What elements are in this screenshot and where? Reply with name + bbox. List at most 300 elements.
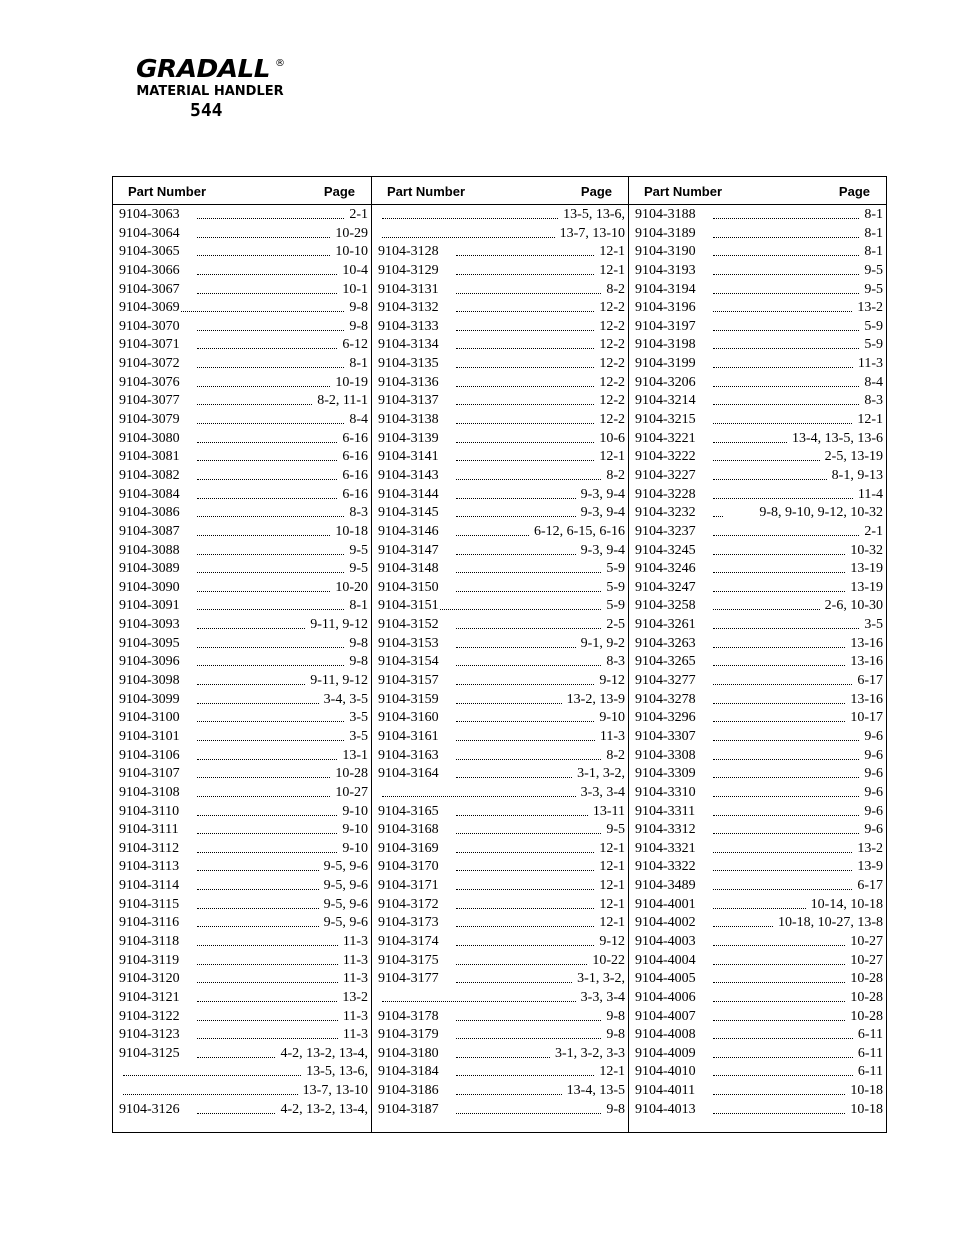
- dot-leader: [456, 721, 594, 722]
- dot-leader: [197, 442, 337, 443]
- index-row: [372, 597, 628, 616]
- page-reference: 8-1: [348, 597, 368, 616]
- page-reference: 9-8: [605, 1008, 625, 1027]
- page-reference: 9-10: [341, 840, 368, 859]
- part-number: 9104-3063: [119, 207, 180, 222]
- index-column-2: [371, 177, 628, 1132]
- dot-leader: [456, 870, 594, 871]
- part-number: 9104-3107: [119, 766, 180, 782]
- page-reference: 12-1: [598, 896, 625, 915]
- page-reference: 9-5: [605, 821, 625, 840]
- dot-leader: [197, 796, 330, 797]
- dot-leader: [197, 1038, 338, 1039]
- part-number: 9104-3136: [378, 374, 439, 390]
- dot-leader: [456, 926, 594, 927]
- registered-mark: ®: [275, 58, 285, 69]
- page-reference: 10-10: [334, 243, 368, 262]
- index-row: [629, 1063, 886, 1082]
- part-number: 9104-3263: [635, 635, 696, 651]
- dot-leader: [197, 647, 344, 648]
- page-reference: 10-19: [334, 374, 368, 393]
- index-rows: [372, 205, 628, 1119]
- part-number: 9104-3168: [378, 822, 439, 838]
- index-row: [372, 672, 628, 691]
- part-number: 9104-3175: [378, 952, 439, 968]
- dot-leader: [197, 1113, 275, 1114]
- page-reference: 10-18: [849, 1082, 883, 1101]
- page-reference: 9-5: [863, 262, 883, 281]
- page-reference: 9-5, 9-6: [323, 858, 368, 877]
- dot-leader: [713, 386, 859, 387]
- page-reference: 6-17: [856, 877, 883, 896]
- dot-leader: [382, 237, 555, 238]
- dot-leader: [456, 945, 594, 946]
- part-number: 9104-3101: [119, 728, 180, 744]
- index-row: [113, 579, 371, 598]
- index-row: [372, 1045, 628, 1064]
- dot-leader: [713, 404, 859, 405]
- index-row: [372, 653, 628, 672]
- part-number: 9104-3099: [119, 691, 180, 707]
- page-reference: 10-14, 10-18: [810, 896, 883, 915]
- page-reference: 12-1: [598, 243, 625, 262]
- index-row: [372, 840, 628, 859]
- page-reference: 10-20: [334, 579, 368, 598]
- index-row: [372, 933, 628, 952]
- dot-leader: [713, 889, 852, 890]
- page-reference: 12-2: [598, 299, 625, 318]
- index-row: [113, 486, 371, 505]
- dot-leader: [197, 218, 344, 219]
- page-reference: 6-16: [341, 467, 368, 486]
- index-row: [629, 858, 886, 877]
- dot-leader: [456, 833, 601, 834]
- dot-leader: [456, 1057, 550, 1058]
- index-row: [372, 355, 628, 374]
- part-number: 9104-3077: [119, 393, 180, 409]
- index-row: [629, 1008, 886, 1027]
- dot-leader: [197, 1001, 337, 1002]
- index-row: [372, 262, 628, 281]
- part-number: 9104-3119: [119, 952, 180, 968]
- index-rows: [629, 205, 886, 1119]
- index-row: [372, 728, 628, 747]
- page-header: Page: [838, 184, 870, 199]
- part-number: 9104-3159: [378, 691, 439, 707]
- index-row: [629, 1082, 886, 1101]
- page-reference: 9-6: [863, 803, 883, 822]
- page-reference: 13-9: [856, 858, 883, 877]
- dot-leader: [713, 218, 859, 219]
- index-row: [629, 896, 886, 915]
- dot-leader: [713, 759, 859, 760]
- page-reference: 2-1: [863, 523, 883, 542]
- part-number-header: Part Number: [128, 184, 207, 199]
- page-reference: 9-12: [598, 933, 625, 952]
- page-reference: 12-2: [598, 411, 625, 430]
- page-reference: 6-16: [341, 430, 368, 449]
- part-number: 9104-3261: [635, 617, 696, 633]
- index-row: [113, 1082, 371, 1101]
- part-number: 9104-4001: [635, 896, 696, 912]
- dot-leader: [456, 815, 588, 816]
- index-row: [113, 355, 371, 374]
- dot-leader: [456, 591, 601, 592]
- dot-leader: [197, 665, 344, 666]
- dot-leader: [197, 721, 344, 722]
- part-number: 9104-3143: [378, 467, 439, 483]
- index-row: [113, 243, 371, 262]
- part-number: 9104-3177: [378, 971, 439, 987]
- dot-leader: [197, 628, 305, 629]
- dot-leader: [456, 647, 576, 648]
- part-number: 9104-3194: [635, 281, 696, 297]
- dot-leader: [197, 274, 337, 275]
- part-number: 9104-3214: [635, 393, 696, 409]
- part-number: 9104-3186: [378, 1083, 439, 1099]
- part-number-header: Part Number: [387, 184, 466, 199]
- part-number: 9104-3141: [378, 449, 439, 465]
- part-number: 9104-3072: [119, 356, 180, 372]
- index-row: [629, 933, 886, 952]
- index-row: [629, 914, 886, 933]
- column-header: [113, 177, 371, 205]
- index-row: [113, 467, 371, 486]
- index-row: [113, 1008, 371, 1027]
- page-reference: 11-3: [342, 952, 368, 971]
- index-row: [629, 281, 886, 300]
- part-number: 9104-3215: [635, 412, 696, 428]
- page-reference: 10-18, 10-27, 13-8: [777, 914, 883, 933]
- dot-leader: [713, 1001, 845, 1002]
- dot-leader: [197, 740, 344, 741]
- dot-leader: [456, 1075, 594, 1076]
- index-row: [629, 616, 886, 635]
- index-row: [372, 542, 628, 561]
- index-row: [629, 336, 886, 355]
- dot-leader: [713, 964, 845, 965]
- index-row: [629, 877, 886, 896]
- dot-leader: [197, 833, 337, 834]
- index-row: [372, 1101, 628, 1120]
- index-row: [629, 430, 886, 449]
- part-number: 9104-4008: [635, 1027, 696, 1043]
- page-reference: 5-9: [863, 336, 883, 355]
- page-reference: 10-28: [849, 970, 883, 989]
- dot-leader: [456, 908, 594, 909]
- dot-leader: [456, 703, 562, 704]
- index-row: [372, 392, 628, 411]
- index-row: [113, 803, 371, 822]
- index-row: [372, 504, 628, 523]
- dot-leader: [713, 1113, 845, 1114]
- part-number: 9104-3307: [635, 728, 696, 744]
- dot-leader: [197, 554, 344, 555]
- index-row: [629, 989, 886, 1008]
- dot-leader: [456, 479, 601, 480]
- page-reference: 9-3, 9-4: [580, 486, 625, 505]
- dot-leader: [713, 609, 820, 610]
- dot-leader: [456, 386, 594, 387]
- page-reference: 11-3: [342, 1026, 368, 1045]
- page-reference: 13-19: [849, 560, 883, 579]
- index-row: [629, 262, 886, 281]
- page-reference: 8-3: [605, 653, 625, 672]
- page-reference: 9-8: [348, 318, 368, 337]
- index-row: [113, 504, 371, 523]
- dot-leader: [713, 665, 845, 666]
- page-reference: 11-3: [599, 728, 625, 747]
- parts-index-table: [112, 176, 887, 1133]
- page-reference: 6-11: [857, 1026, 883, 1045]
- part-number: 9104-3198: [635, 337, 696, 353]
- index-row: [113, 392, 371, 411]
- page-reference: 5-9: [605, 597, 625, 616]
- part-number: 9104-3115: [119, 896, 180, 912]
- page-reference: 2-6, 10-30: [824, 597, 883, 616]
- part-number: 9104-3222: [635, 449, 696, 465]
- part-number: 9104-3180: [378, 1045, 439, 1061]
- dot-leader: [197, 572, 344, 573]
- part-number: 9104-4007: [635, 1008, 696, 1024]
- dot-leader: [456, 572, 601, 573]
- index-row: [113, 299, 371, 318]
- index-row: [629, 784, 886, 803]
- dot-leader: [456, 740, 595, 741]
- dot-leader: [197, 404, 312, 405]
- dot-leader: [197, 870, 319, 871]
- part-number: 9104-3170: [378, 859, 439, 875]
- page-reference: 11-3: [342, 1008, 368, 1027]
- part-number: 9104-3100: [119, 710, 180, 726]
- index-row: [113, 616, 371, 635]
- dot-leader: [382, 218, 558, 219]
- dot-leader: [197, 852, 337, 853]
- part-number: 9104-3312: [635, 822, 696, 838]
- index-row: [113, 1063, 371, 1082]
- index-row: [629, 374, 886, 393]
- index-row: [372, 952, 628, 971]
- part-number: 9104-4005: [635, 971, 696, 987]
- part-number: 9104-3114: [119, 878, 180, 894]
- dot-leader: [456, 759, 601, 760]
- dot-leader: [456, 852, 594, 853]
- index-row: [629, 299, 886, 318]
- dot-leader: [456, 1094, 562, 1095]
- dot-leader: [456, 311, 594, 312]
- dot-leader: [456, 554, 576, 555]
- part-number: 9104-3277: [635, 673, 696, 689]
- index-row: [113, 411, 371, 430]
- part-number: 9104-3080: [119, 430, 180, 446]
- part-number: 9104-3189: [635, 225, 696, 241]
- model-number: 544: [190, 100, 223, 121]
- dot-leader: [456, 516, 576, 517]
- index-row: [629, 728, 886, 747]
- dot-leader: [197, 926, 319, 927]
- index-row: [113, 858, 371, 877]
- part-number: 9104-3228: [635, 486, 696, 502]
- index-row: [113, 970, 371, 989]
- dot-leader: [713, 684, 852, 685]
- dot-leader: [197, 460, 337, 461]
- page-reference: 12-1: [598, 262, 625, 281]
- part-number: 9104-3173: [378, 915, 439, 931]
- dot-leader: [197, 367, 344, 368]
- index-row: [113, 318, 371, 337]
- index-row: [629, 970, 886, 989]
- page-reference: 9-10: [598, 709, 625, 728]
- page-reference: 8-1: [863, 206, 883, 225]
- page-reference: 11-4: [857, 486, 883, 505]
- dot-leader: [713, 348, 859, 349]
- index-row: [372, 765, 628, 784]
- page-reference: 3-1, 3-2,: [576, 765, 625, 784]
- part-number: 9104-3106: [119, 747, 180, 763]
- dot-leader: [123, 1075, 301, 1076]
- page-reference: 10-18: [849, 1101, 883, 1120]
- page-reference: 11-3: [342, 970, 368, 989]
- part-number: 9104-3237: [635, 523, 696, 539]
- page-reference: 6-16: [341, 448, 368, 467]
- dot-leader: [456, 442, 594, 443]
- page-reference: 10-4: [341, 262, 368, 281]
- page-reference: 10-22: [591, 952, 625, 971]
- page-reference: 8-3: [863, 392, 883, 411]
- page-reference: 9-6: [863, 821, 883, 840]
- dot-leader: [456, 255, 594, 256]
- dot-leader: [382, 1001, 576, 1002]
- part-number: 9104-3165: [378, 803, 439, 819]
- dot-leader: [197, 348, 337, 349]
- page-reference: 12-2: [598, 318, 625, 337]
- index-row: [629, 821, 886, 840]
- column-header: [372, 177, 628, 205]
- page-header: Page: [580, 184, 612, 199]
- index-row: [629, 653, 886, 672]
- dot-leader: [197, 684, 305, 685]
- page-reference: 8-1: [863, 243, 883, 262]
- page-reference: 9-6: [863, 784, 883, 803]
- part-number: 9104-3184: [378, 1064, 439, 1080]
- page-header: Page: [323, 184, 355, 199]
- page-reference: 12-1: [856, 411, 883, 430]
- page-reference: 8-1: [348, 355, 368, 374]
- dot-leader: [713, 703, 845, 704]
- dot-leader: [713, 293, 859, 294]
- index-row: [372, 523, 628, 542]
- dot-leader: [456, 889, 594, 890]
- part-number: 9104-3133: [378, 318, 439, 334]
- index-row: [113, 1045, 371, 1064]
- page-reference: 9-3, 9-4: [580, 542, 625, 561]
- dot-leader: [713, 945, 845, 946]
- part-number: 9104-3188: [635, 207, 696, 222]
- page-reference: 5-9: [605, 560, 625, 579]
- dot-leader: [713, 870, 852, 871]
- dot-leader: [713, 1075, 853, 1076]
- dot-leader: [197, 386, 330, 387]
- page-reference: 5-9: [605, 579, 625, 598]
- part-number: 9104-3196: [635, 300, 696, 316]
- dot-leader: [713, 833, 859, 834]
- part-number: 9104-3086: [119, 505, 180, 521]
- dot-leader: [456, 665, 601, 666]
- part-number: 9104-3163: [378, 747, 439, 763]
- dot-leader: [456, 1020, 601, 1021]
- index-row: [629, 560, 886, 579]
- index-row: [372, 970, 628, 989]
- page-reference: 9-6: [863, 728, 883, 747]
- part-number: 9104-3084: [119, 486, 180, 502]
- part-number: 9104-3120: [119, 971, 180, 987]
- index-row: [113, 374, 371, 393]
- index-row: [372, 896, 628, 915]
- index-row: [113, 672, 371, 691]
- part-number: 9104-3171: [378, 878, 439, 894]
- index-row: [372, 243, 628, 262]
- dot-leader: [456, 535, 529, 536]
- part-number: 9104-4002: [635, 915, 696, 931]
- index-row: [372, 299, 628, 318]
- page-reference: 5-9: [863, 318, 883, 337]
- part-number: 9104-3179: [378, 1027, 439, 1043]
- dot-leader: [123, 1094, 298, 1095]
- dot-leader: [197, 516, 344, 517]
- dot-leader: [456, 982, 572, 983]
- dot-leader: [713, 852, 852, 853]
- index-column-1: [113, 177, 371, 1132]
- index-row: [372, 448, 628, 467]
- part-number: 9104-3197: [635, 318, 696, 334]
- page-reference: 4-2, 13-2, 13-4,: [280, 1101, 369, 1120]
- page-reference: 9-8: [605, 1101, 625, 1120]
- dot-leader: [440, 609, 601, 610]
- part-number: 9104-4004: [635, 952, 696, 968]
- index-row: [372, 374, 628, 393]
- page-reference: 11-3: [857, 355, 883, 374]
- part-number: 9104-4003: [635, 933, 696, 949]
- dot-leader: [713, 796, 859, 797]
- dot-leader: [197, 759, 337, 760]
- index-row: [629, 243, 886, 262]
- index-row: [113, 542, 371, 561]
- dot-leader: [456, 293, 601, 294]
- part-number: 9104-3108: [119, 784, 180, 800]
- dot-leader: [713, 982, 845, 983]
- part-number: 9104-3309: [635, 766, 696, 782]
- page-reference: 3-1, 3-2,: [576, 970, 625, 989]
- part-number: 9104-3113: [119, 859, 180, 875]
- dot-leader: [713, 1094, 845, 1095]
- page-reference: 6-12: [341, 336, 368, 355]
- page-reference: 10-28: [334, 765, 368, 784]
- dot-leader: [456, 777, 572, 778]
- page-reference: 12-2: [598, 336, 625, 355]
- dot-leader: [197, 479, 337, 480]
- part-number: 9104-3076: [119, 374, 180, 390]
- dot-leader: [197, 591, 330, 592]
- page-reference: 6-11: [857, 1045, 883, 1064]
- part-number: 9104-3296: [635, 710, 696, 726]
- page-reference: 9-5: [348, 542, 368, 561]
- dot-leader: [197, 1057, 275, 1058]
- index-row: [629, 523, 886, 542]
- index-row: [372, 579, 628, 598]
- index-row: [113, 747, 371, 766]
- dot-leader: [181, 311, 344, 312]
- page-reference: 9-6: [863, 765, 883, 784]
